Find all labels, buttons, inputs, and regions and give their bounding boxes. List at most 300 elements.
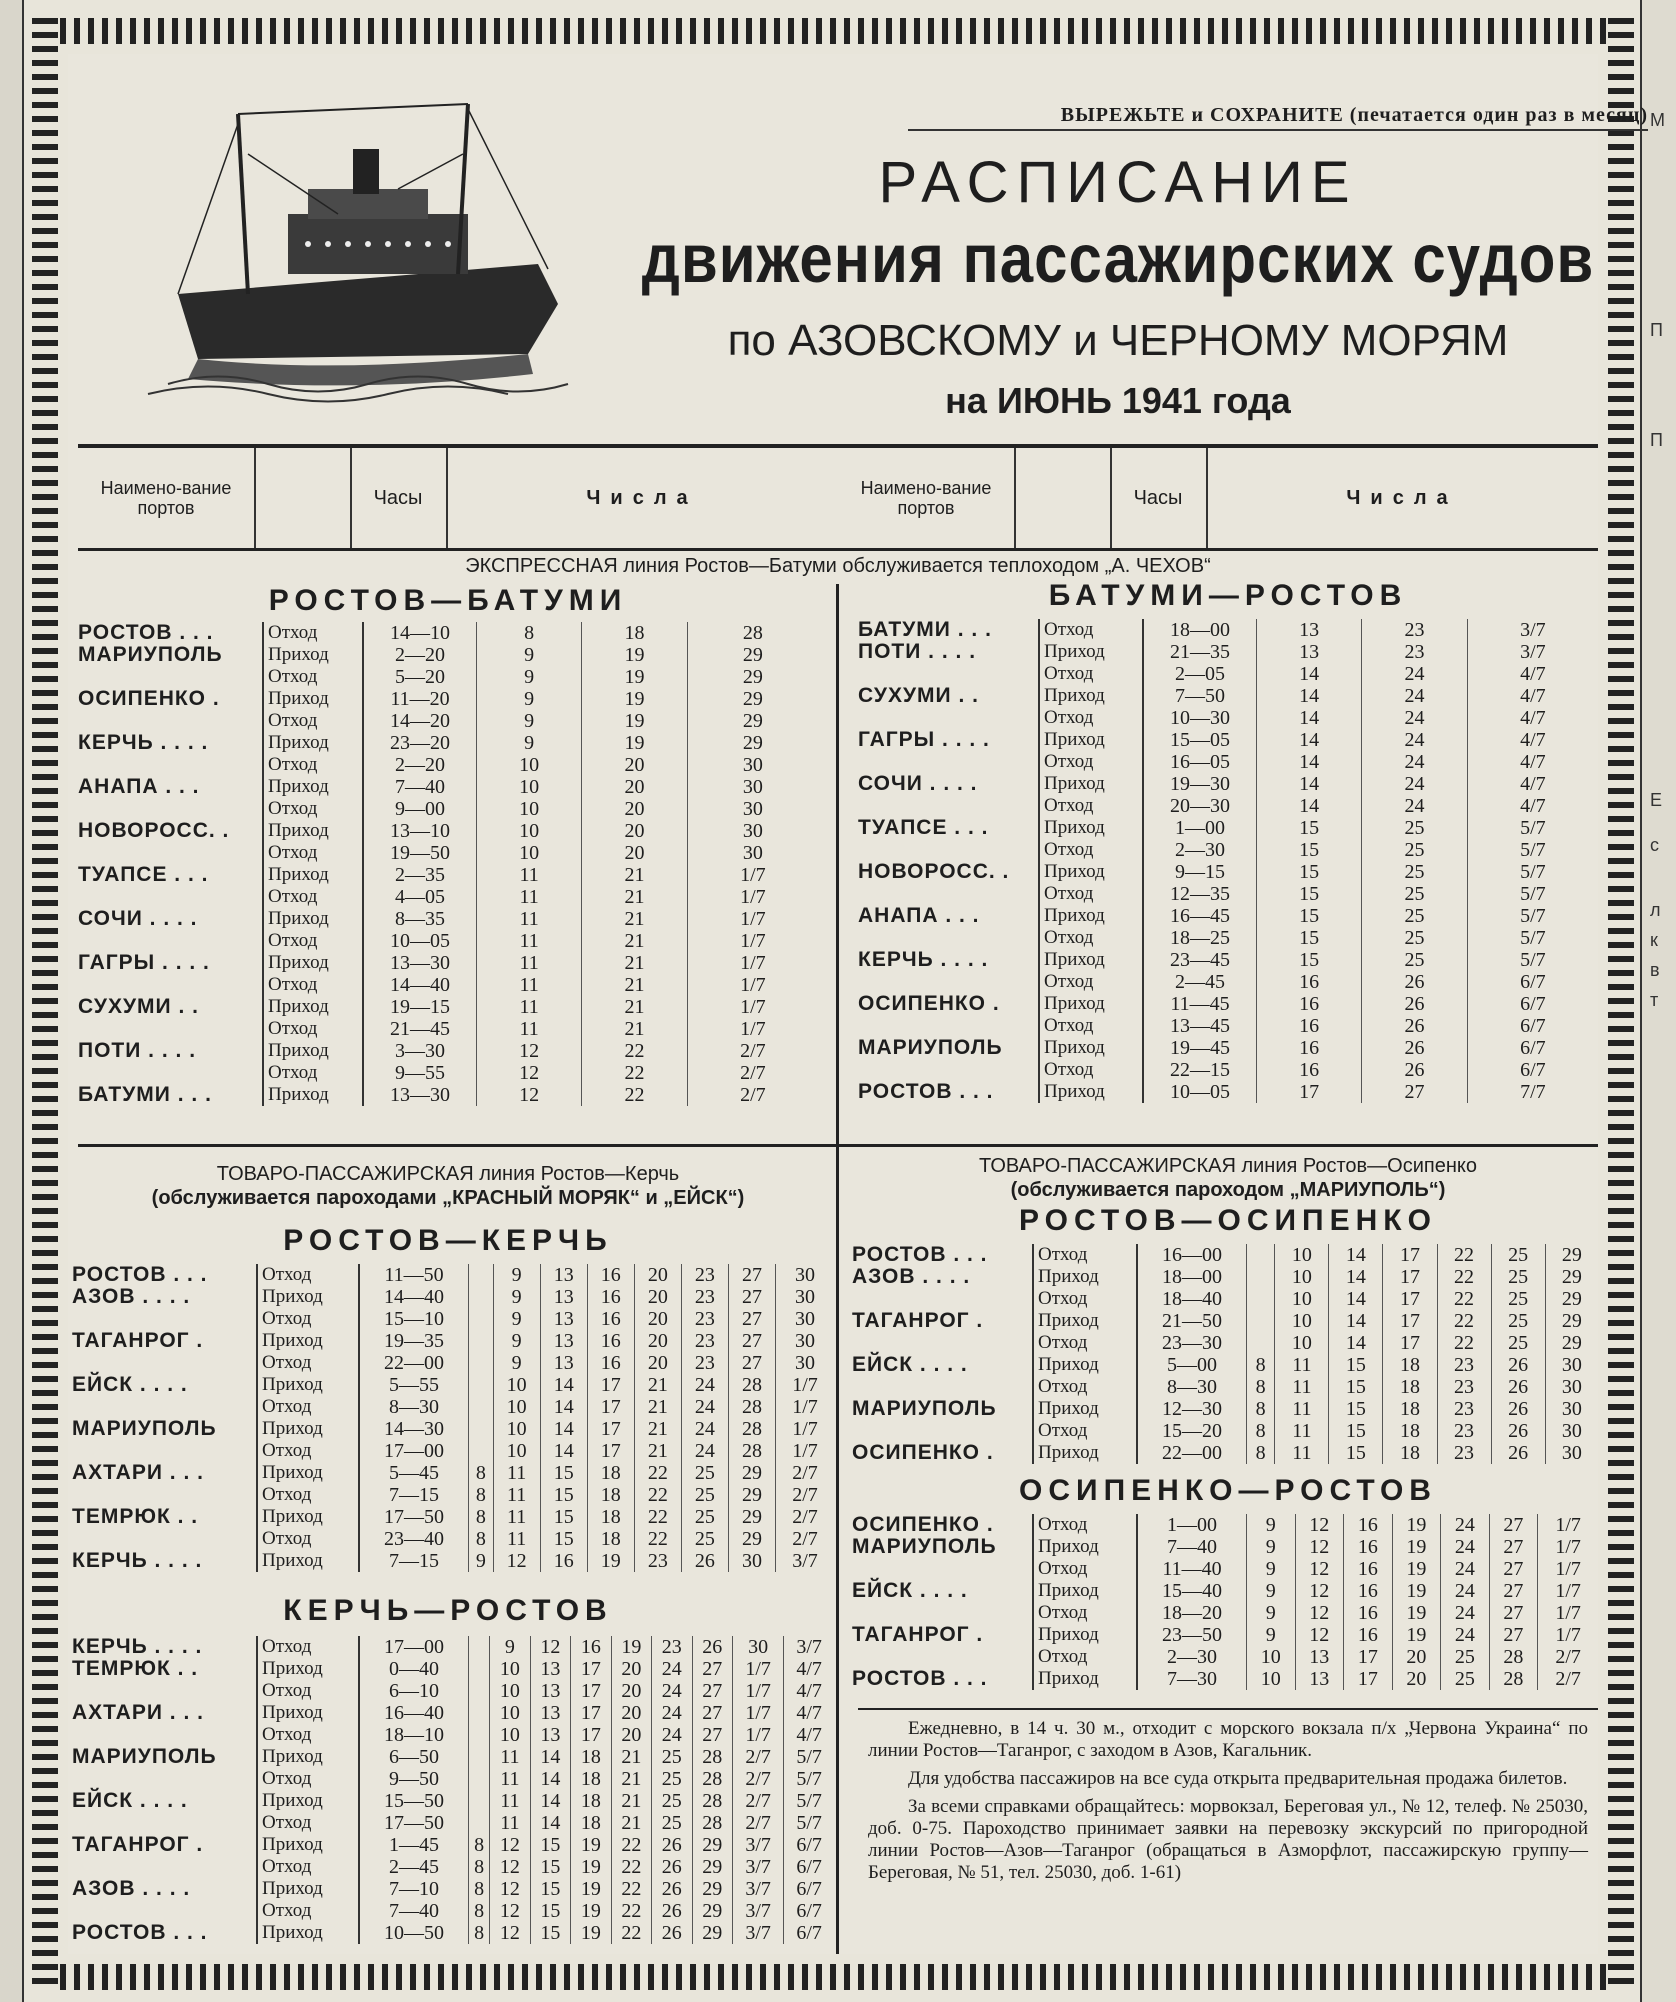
date: 20 [1392,1668,1441,1690]
date: 22 [1437,1310,1491,1332]
date: 19 [582,732,687,754]
time: 14—40 [390,974,450,996]
arrival-departure: Приход [263,952,363,974]
port-name: АЗОВ . . . . [72,1285,191,1308]
port-name [72,1680,257,1702]
time: 8—35 [395,908,445,930]
date: 22 [611,1878,651,1900]
arrival-departure: Приход [1039,685,1143,707]
date: 14 [1257,729,1362,751]
timetable-row [852,1310,1598,1332]
date: 19 [571,1900,611,1922]
date: 19 [582,644,687,666]
date: 9 [1247,1580,1296,1602]
port-name: РОСТОВ . . . [72,1263,208,1286]
date: 10 [490,1658,530,1680]
time: 9—50 [389,1768,439,1790]
arrival-departure: Приход [1039,773,1143,795]
date: 18 [1383,1420,1437,1442]
date: 30 [776,1286,834,1308]
date: 30 [1545,1442,1598,1464]
express-rostov-batumi-table [78,622,818,1106]
date: 12 [490,1922,530,1944]
date: 16 [1257,971,1362,993]
date: 21 [582,908,687,930]
sawtooth-border-bottom [32,1964,1634,1990]
timetable-row [858,861,1598,883]
date: 15 [1329,1398,1383,1420]
date: 18 [587,1484,634,1506]
date: 15 [1329,1420,1383,1442]
timetable-row [72,1768,834,1790]
time: 19—30 [1170,773,1230,795]
date: 1/7 [687,930,818,952]
date: 20 [611,1702,651,1724]
date: 3/7 [733,1856,784,1878]
arrival-departure: Отход [1039,1015,1143,1037]
date: 21 [634,1418,681,1440]
date: 23 [1362,641,1467,663]
date: 24 [652,1724,692,1746]
timetable-row [72,1790,834,1812]
time: 18—00 [1170,619,1230,641]
date: 14 [1257,663,1362,685]
timetable-row [852,1668,1598,1690]
date: 8 [1247,1376,1275,1398]
port-name [78,930,263,952]
timetable-row [78,732,818,754]
date: 12 [493,1550,540,1572]
port-name [78,1018,263,1040]
timetable-row [72,1418,834,1440]
port-name: РОСТОВ . . . [78,621,214,644]
date [1247,1310,1275,1332]
date: 14 [1257,773,1362,795]
date: 6/7 [784,1922,834,1944]
date: 14 [1329,1332,1383,1354]
arrival-departure: Приход [263,864,363,886]
time: 1—45 [389,1834,439,1856]
arrival-departure: Отход [1033,1288,1137,1310]
date: 16 [540,1550,587,1572]
express-batumi-rostov-table [858,619,1598,1103]
date: 24 [681,1440,728,1462]
arrival-departure: Приход [257,1286,359,1308]
date: 29 [687,666,818,688]
date: 16 [1257,1015,1362,1037]
date: 28 [1489,1668,1538,1690]
date: 16 [1344,1580,1393,1602]
arrival-departure: Отход [257,1812,359,1834]
time: 0—40 [389,1658,439,1680]
arrival-departure: Приход [257,1658,359,1680]
date [469,1418,494,1440]
date: 3/7 [784,1636,834,1658]
arrival-departure: Отход [257,1528,359,1550]
date: 7/7 [1467,1081,1598,1103]
date: 26 [1362,1059,1467,1081]
date [469,1790,490,1812]
time: 8—30 [1167,1376,1217,1398]
date: 13 [540,1308,587,1330]
footnotes [868,1718,1588,1890]
date: 9 [493,1352,540,1374]
time: 10—05 [390,930,450,952]
timetable-row [852,1420,1598,1442]
date: 6/7 [784,1834,834,1856]
date: 15 [1257,927,1362,949]
date: 10 [477,754,582,776]
date: 9 [1247,1602,1296,1624]
date: 27 [1489,1514,1538,1536]
date: 11 [1275,1398,1329,1420]
route-rostov-batumi: РОСТОВ—БАТУМИ [268,584,628,617]
date: 29 [692,1834,732,1856]
timetable-row [72,1834,834,1856]
date: 19 [571,1834,611,1856]
timetable-row [852,1332,1598,1354]
date: 13 [540,1264,587,1286]
date: 25 [1362,927,1467,949]
arrival-departure: Отход [263,754,363,776]
date: 25 [681,1506,728,1528]
timetable-row [858,971,1598,993]
date: 11 [490,1746,530,1768]
timetable-row [852,1244,1598,1266]
arrival-departure: Приход [257,1550,359,1572]
port-name [858,795,1039,817]
date: 15 [1257,949,1362,971]
adjacent-text-fragment: М [1650,110,1665,130]
arrival-departure: Приход [1033,1442,1137,1464]
timetable-row [78,798,818,820]
port-name: АЗОВ . . . . [72,1877,191,1900]
timetable-row [72,1462,834,1484]
date: 2/7 [776,1506,834,1528]
date: 6/7 [1467,1037,1598,1059]
date: 20 [582,798,687,820]
timetable-row [78,710,818,732]
port-name [78,842,263,864]
timetable-row [852,1442,1598,1464]
arrival-departure: Отход [1033,1376,1137,1398]
date: 22 [611,1922,651,1944]
timetable-row [852,1558,1598,1580]
date: 25 [1491,1310,1545,1332]
express-line-title: ЭКСПРЕССНАЯ линия Ростов—Батуми обслуживается теплоходом „А. ЧЕХОВ“ [465,555,1211,577]
arrival-departure: Приход [263,732,363,754]
date: 15 [1329,1354,1383,1376]
date [469,1308,494,1330]
port-name: НОВОРОСС. . [858,860,1010,883]
date: 26 [1362,993,1467,1015]
date: 25 [681,1484,728,1506]
date: 15 [530,1834,570,1856]
time: 15—05 [1170,729,1230,751]
date: 30 [728,1550,775,1572]
date: 17 [1383,1244,1437,1266]
date: 19 [571,1878,611,1900]
date: 9 [490,1636,530,1658]
date: 21 [582,974,687,996]
date: 16 [587,1286,634,1308]
date: 11 [477,864,582,886]
date: 26 [692,1636,732,1658]
column-header-right [838,444,1598,551]
date: 21 [582,930,687,952]
date: 16 [587,1264,634,1286]
date [469,1264,494,1286]
date: 5/7 [1467,861,1598,883]
date: 11 [1275,1420,1329,1442]
adjacent-text-fragment: с [1650,835,1659,855]
timetable-row [852,1536,1598,1558]
date: 10 [477,842,582,864]
port-name [78,798,263,820]
timetable-row [858,883,1598,905]
date: 29 [692,1922,732,1944]
date: 26 [652,1922,692,1944]
arrival-departure: Приход [1033,1398,1137,1420]
col-hours: Часы [1110,448,1208,548]
date: 20 [582,754,687,776]
date: 27 [1489,1580,1538,1602]
port-name [72,1528,257,1550]
date: 24 [1441,1624,1490,1646]
time: 18—20 [1162,1602,1222,1624]
date: 27 [1489,1536,1538,1558]
port-name: АНАПА . . . [858,904,980,927]
timetable-row [72,1746,834,1768]
date: 2/7 [776,1462,834,1484]
date: 10 [1275,1266,1329,1288]
date: 1/7 [733,1724,784,1746]
timetable-row [72,1922,834,1944]
port-name: МАРИУПОЛЬ [78,643,223,666]
port-name [852,1420,1033,1442]
date: 30 [687,776,818,798]
timetable-row [78,930,818,952]
timetable-row [78,688,818,710]
port-name [852,1558,1033,1580]
port-name: ТАГАНРОГ . [72,1329,204,1352]
arrival-departure: Отход [263,710,363,732]
date: 12 [1295,1602,1344,1624]
date: 3/7 [733,1878,784,1900]
timetable-row [72,1330,834,1352]
date: 25 [652,1812,692,1834]
adjacent-column-left [0,0,24,2002]
port-name [72,1812,257,1834]
timetable-row [72,1658,834,1680]
arrival-departure: Приход [263,996,363,1018]
port-name: АНАПА . . . [78,775,200,798]
timetable-row [72,1636,834,1658]
col-action [254,448,352,548]
time: 17—00 [384,1636,444,1658]
port-name: ЕЙСК . . . . [852,1579,968,1602]
arrival-departure: Приход [1033,1266,1137,1288]
date: 15 [1257,905,1362,927]
date: 17 [587,1440,634,1462]
arrival-departure: Отход [263,842,363,864]
date: 9 [477,666,582,688]
date: 29 [687,710,818,732]
time: 21—45 [390,1018,450,1040]
arrival-departure: Приход [263,820,363,842]
date: 13 [530,1702,570,1724]
date: 12 [1295,1536,1344,1558]
arrival-departure: Приход [263,1084,363,1106]
date: 23 [1437,1398,1491,1420]
arrival-departure: Приход [257,1506,359,1528]
title-ships: движения пассажирских судов [641,219,1595,298]
date [469,1330,494,1352]
time: 11—50 [384,1264,444,1286]
date: 10 [490,1724,530,1746]
date: 5/7 [1467,839,1598,861]
arrival-departure: Приход [263,908,363,930]
arrival-departure: Отход [1039,883,1143,905]
date: 29 [1545,1288,1598,1310]
arrival-departure: Отход [263,622,363,644]
time: 10—50 [384,1922,444,1944]
date: 28 [728,1396,775,1418]
arrival-departure: Отход [263,1018,363,1040]
kerch-rostov-table [72,1636,834,1944]
arrival-departure: Отход [257,1484,359,1506]
date: 19 [1392,1624,1441,1646]
port-name: БАТУМИ . . . [858,618,992,641]
date: 16 [1257,1037,1362,1059]
date: 11 [1275,1376,1329,1398]
date: 12 [490,1900,530,1922]
date: 28 [728,1440,775,1462]
date: 29 [1545,1244,1598,1266]
arrival-departure: Приход [1039,729,1143,751]
arrival-departure: Приход [1039,905,1143,927]
port-name [858,1015,1039,1037]
date: 28 [692,1768,732,1790]
date: 30 [1545,1420,1598,1442]
time: 2—45 [1175,971,1225,993]
port-name: КЕРЧЬ . . . . [78,731,209,754]
date: 23 [681,1286,728,1308]
date: 13 [1257,619,1362,641]
time: 18—25 [1170,927,1230,949]
time: 18—40 [1162,1288,1222,1310]
port-name: ЕЙСК . . . . [852,1353,968,1376]
timetable-row [78,820,818,842]
arrival-departure: Приход [257,1330,359,1352]
date: 27 [692,1702,732,1724]
timetable-row [858,927,1598,949]
adjacent-text-fragment: т [1650,990,1659,1010]
date: 15 [1257,839,1362,861]
title-seas: по АЗОВСКОМУ и ЧЕРНОМУ МОРЯМ [727,316,1509,365]
arrival-departure: Отход [257,1264,359,1286]
timetable-row [852,1288,1598,1310]
date: 6/7 [784,1900,834,1922]
port-name: РОСТОВ . . . [858,1080,994,1103]
time: 15—40 [1162,1580,1222,1602]
timetable-row [852,1266,1598,1288]
date: 1/7 [1538,1558,1598,1580]
date: 22 [634,1506,681,1528]
port-name: ОСИПЕНКО . [852,1513,994,1536]
time: 13—30 [390,952,450,974]
date: 9 [477,732,582,754]
date: 12 [1295,1580,1344,1602]
date: 24 [652,1680,692,1702]
date: 24 [1441,1514,1490,1536]
arrival-departure: Отход [1039,1059,1143,1081]
arrival-departure: Приход [257,1418,359,1440]
date: 3/7 [733,1900,784,1922]
date: 30 [776,1352,834,1374]
date: 18 [571,1768,611,1790]
date: 12 [1295,1624,1344,1646]
arrival-departure: Отход [257,1396,359,1418]
timetable-row [858,707,1598,729]
date: 9 [477,688,582,710]
timetable-row [78,908,818,930]
timetable-row [858,1015,1598,1037]
timetable-row [852,1376,1598,1398]
date: 24 [652,1702,692,1724]
port-name: ТЕМРЮК . . [72,1505,199,1528]
date: 20 [611,1680,651,1702]
date: 25 [681,1462,728,1484]
date: 18 [587,1462,634,1484]
time: 7—15 [389,1484,439,1506]
date: 14 [540,1374,587,1396]
arrival-departure: Приход [1033,1580,1137,1602]
date: 20 [611,1658,651,1680]
date: 30 [776,1308,834,1330]
col-ports: Наимено-вание портов [78,448,256,548]
date: 15 [540,1462,587,1484]
timetable-row [858,1059,1598,1081]
date: 14 [530,1746,570,1768]
timetable-row [858,729,1598,751]
date: 4/7 [1467,729,1598,751]
time: 8—30 [389,1396,439,1418]
date: 30 [776,1264,834,1286]
date [469,1658,490,1680]
date: 24 [1441,1580,1490,1602]
timetable-row [78,842,818,864]
timetable-row [72,1484,834,1506]
port-name: ОСИПЕНКО . [858,992,1000,1015]
date: 18 [1383,1354,1437,1376]
port-name: НОВОРОСС. . [78,819,230,842]
date: 10 [477,820,582,842]
date: 11 [477,952,582,974]
time: 22—00 [1162,1442,1222,1464]
date: 21 [611,1768,651,1790]
date: 17 [571,1724,611,1746]
date: 26 [1491,1354,1545,1376]
divider-cargo-lines [836,1146,839,1954]
date: 6/7 [784,1856,834,1878]
date: 19 [1392,1580,1441,1602]
divider-notes [858,1708,1598,1710]
timetable-row [72,1308,834,1330]
date: 26 [652,1878,692,1900]
arrival-departure: Отход [1033,1558,1137,1580]
date: 24 [681,1418,728,1440]
